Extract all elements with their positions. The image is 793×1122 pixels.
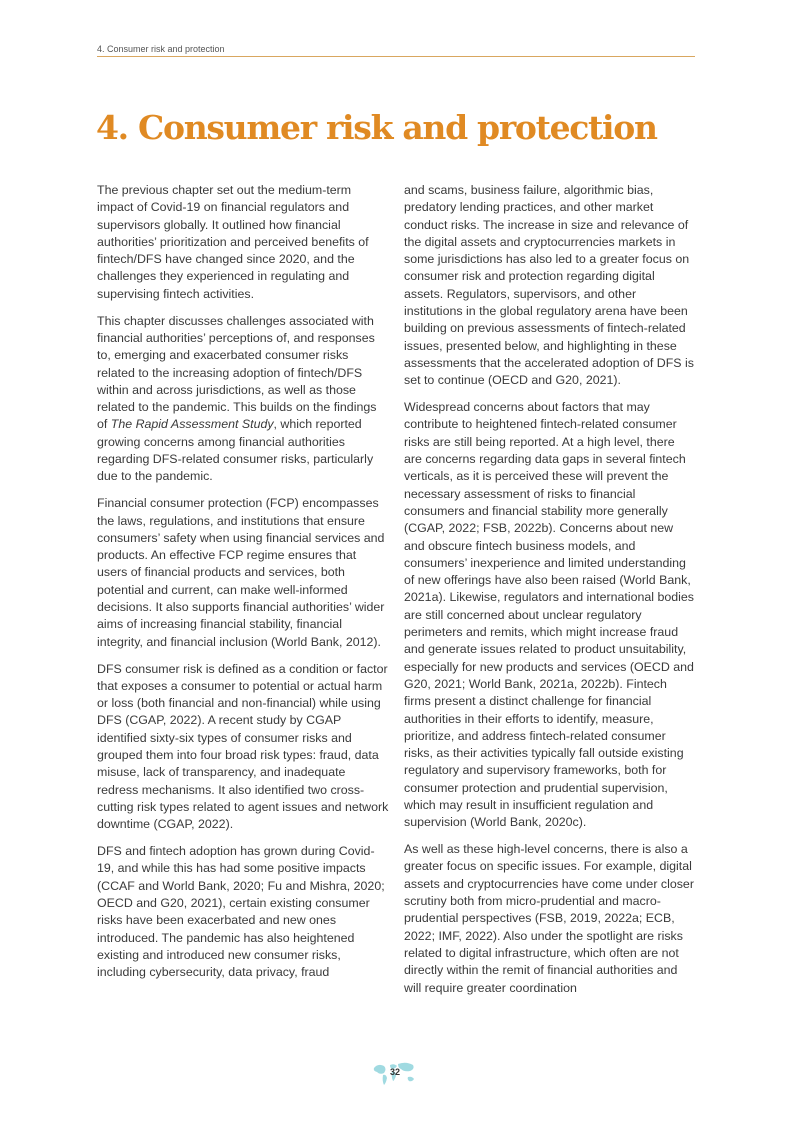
page-number: 32: [389, 1067, 400, 1077]
paragraph: The previous chapter set out the medium-term impact of Covid-19 on financial regulators and supervisors globally. It outlined how financial authorities’ prioritization and perceived benefits of fintech/DFS have changed since 2020, and the challenges they experienced in regulating and supervising fintech activities.: [97, 183, 369, 301]
study-title: The Rapid Assessment Study: [110, 417, 274, 432]
running-header: 4. Consumer risk and protection: [97, 44, 225, 54]
left-column: [97, 182, 389, 991]
paragraph: [97, 313, 389, 486]
paragraph: As well as these high-level concerns, there is also a greater focus on specific issues. For example, digital assets and cryptocurrencies have come under closer scrutiny both from micro-prudential and macro-prudential perspectives (FSB, 2019, 2022a; ECB, 2022; IMF, 2022). Also under the spotlight are risks related to digital infrastructure, which often are not directly within the remit of financial authorities and will require greater coordination: [404, 842, 694, 995]
header-divider: [97, 56, 695, 57]
paragraph: DFS and fintech adoption has grown during Covid-19, and while this has had some positive impacts (CCAF and World Bank, 2020; Fu and Mishra, 2020; OECD and G20, 2021), certain existing consumer risks have been exacerbated and new ones introduced. The pandemic has also heightened existing and introduced new consumer risks, including cybersecurity, data privacy, fraud: [97, 844, 385, 980]
page-footer: [370, 1058, 420, 1088]
paragraph: DFS consumer risk is defined as a condition or factor that exposes a consumer to potential or actual harm or loss (both financial and non-financial) while using DFS (CGAP, 2022). A recent study by CGAP identified sixty-six types of consumer risks and grouped them into four broad risk types: fraud, data misuse, lack of transparency, and inadequate redress mechanisms. It also identified two cross-cutting risk types related to agent issues and network downtime (CGAP, 2022).: [97, 661, 389, 832]
paragraph: Widespread concerns about factors that may contribute to heightened fintech-related consumer risks are still being reported. At a high level, there are concerns regarding data gaps in several fintech verticals, as it is perceived these will prevent the necessary assessment of risks to financial consumers and financial stability more generally (CGAP, 2022; FSB, 2022b). Concerns about new and obscure fintech business models, and consumers’ inexperience and limited understanding of new offerings have also been raised (World Bank, 2021a). Likewise, regulators and international bodies are still concerned about unclear regulatory perimeters and remits, which might increase fraud and generate issues related to product unsuitability, especially for new products and services (OECD and G20, 2021; World Bank, 2021a, 2022b). Fintech firms present a distinct challenge for financial authorities in their efforts to identify, measure, prioritize, and address fintech-related consumer risks, as their activities typically fall outside existing regulatory and supervisory frameworks, both for consumer protection and prudential supervision, which may result in insufficient regulation and supervision (World Bank, 2020c).: [404, 400, 694, 830]
right-column: [404, 182, 696, 1006]
paragraph-text: This chapter discusses challenges associated with financial authorities’ perceptions of, and responses to, emerging and exacerbated consumer risks related to the increasing adoption of fintech/DFS within and across jurisdictions, as well as those related to the pandemic. This builds on the findings of: [97, 313, 377, 432]
chapter-title: 4. Consumer risk and protection: [96, 108, 657, 147]
paragraph-text: , which reported growing concerns among financial authorities regarding DFS-related consumer risks, particularly due to the pandemic.: [97, 417, 374, 484]
paragraph: and scams, business failure, algorithmic bias, predatory lending practices, and other market conduct risks. The increase in size and relevance of the digital assets and cryptocurrencies markets in some jurisdictions has also led to a greater focus on consumer risk and protection regarding digital assets. Regulators, supervisors, and other institutions in the global regulatory arena have been building on previous assessments of fintech-related issues, presented below, and highlighting in these assessments that the accelerated adoption of DFS is set to continue (OECD and G20, 2021).: [404, 183, 694, 388]
paragraph: Financial consumer protection (FCP) encompasses the laws, regulations, and institutions that ensure consumers’ safety when using financial services and products. An effective FCP regime ensures that users of financial products and services, both potential and current, can make well-informed decisions. It also supports financial authorities’ wider aims of increasing financial stability, financial integrity, and financial inclusion (World Bank, 2012).: [97, 496, 385, 649]
